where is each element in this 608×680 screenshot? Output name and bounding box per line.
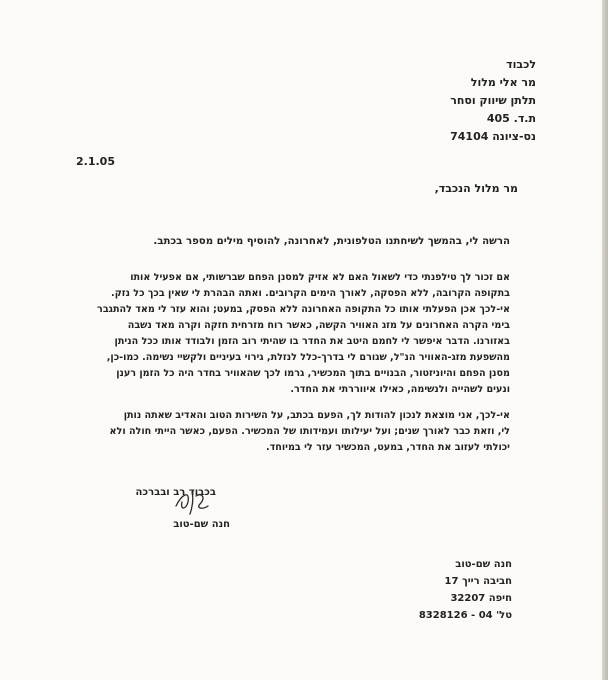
salutation: מר מלול הנכבד, <box>434 182 518 195</box>
sender-line: טל' 04 - 8328126 <box>418 610 512 621</box>
paragraph-line: בימי הקרה האחרונים על מזג האוויר הקשה, כאשר רוח מזרחית חזקה וקרה מאד נשבה <box>127 320 510 331</box>
recipient-line: מר אלי מלול <box>470 76 536 89</box>
sender-address <box>419 556 512 624</box>
paragraph-line: באזורנו. הדבר איפשר לי לחמם היטב את החדר בו שהיתי רוב הזמן ולבודד אותו ככל הניתן <box>114 336 510 347</box>
paragraph-line: ונעים לשהייה ולנשימה, כאילו איווררתי את החדר. <box>290 384 510 395</box>
paragraph-line: בתקופה הקרובה, ללא הפסקה, לאורך הימים הקרובים. ואתה הבהרת לי שאין בכך כל נזק. <box>111 288 510 299</box>
recipient-line: נס-ציונה 74104 <box>450 130 536 143</box>
recipient-line: לכבוד <box>506 58 536 71</box>
paragraph-3 <box>70 408 510 456</box>
handwritten-signature <box>172 484 212 518</box>
paragraph-line: מסנן הפחם והיוניזטור, הבנויים בתוך המכשיר, גרמו לכך שהאוויר בחדר היה כל הזמן רענן <box>116 368 510 379</box>
recipient-line: תלתן שיווק וסחר <box>450 94 536 107</box>
page-edge <box>602 0 608 680</box>
paragraph-line: מהשפעת מזג-האוויר הנ"ל, שגורם לי בדרך-כלל לנזלת, גירוי בעיניים ולקשיי נשימה. כמו-כן, <box>106 352 510 363</box>
paragraph-line: אי-לכך אכן הפעלתי אותו כל התקופה האחרונה ללא הפסק, במעט; והוא עזר לי מאד להתגבר <box>97 304 510 315</box>
paragraph-line: אם זכור לך טילפנתי כדי לשאול האם לא אזיק למסנן הפחם שברשותי, אם אפעיל אותו <box>130 272 510 283</box>
recipient-address <box>450 56 536 146</box>
paragraph-2 <box>70 270 510 398</box>
sender-line: חנה שם-טוב <box>455 559 512 570</box>
paragraph-line: יכולתי לעזוב את החדר, במעט, המכשיר עזר לי במיוחד. <box>265 442 510 453</box>
paragraph-line: אי-לכך, אני מוצאת לנכון להודות לך, הפעם בכתב, על השירות הטוב והאדיב שאתה נותן <box>123 410 510 421</box>
letter-date: 2.1.05 <box>76 155 115 168</box>
paragraph-1: הרשה לי, בהמשך לשיחתנו הטלפונית, לאחרונה, להוסיף מילים מספר בכתב. <box>153 236 510 247</box>
closing-line: בכבוד רב ובברכה <box>135 487 216 498</box>
recipient-line: ת.ד. 405 <box>486 112 536 125</box>
sender-line: חביבה רייך 17 <box>444 576 512 587</box>
sender-line: חיפה 32207 <box>450 593 512 604</box>
paragraph-line: לי, וזאת כבר לאורך שנים; ועל יעילותו ועמידותו של המכשיר. הפעם, כאשר הייתי חולה ולא <box>109 426 510 437</box>
signature-name: חנה שם-טוב <box>173 519 230 530</box>
